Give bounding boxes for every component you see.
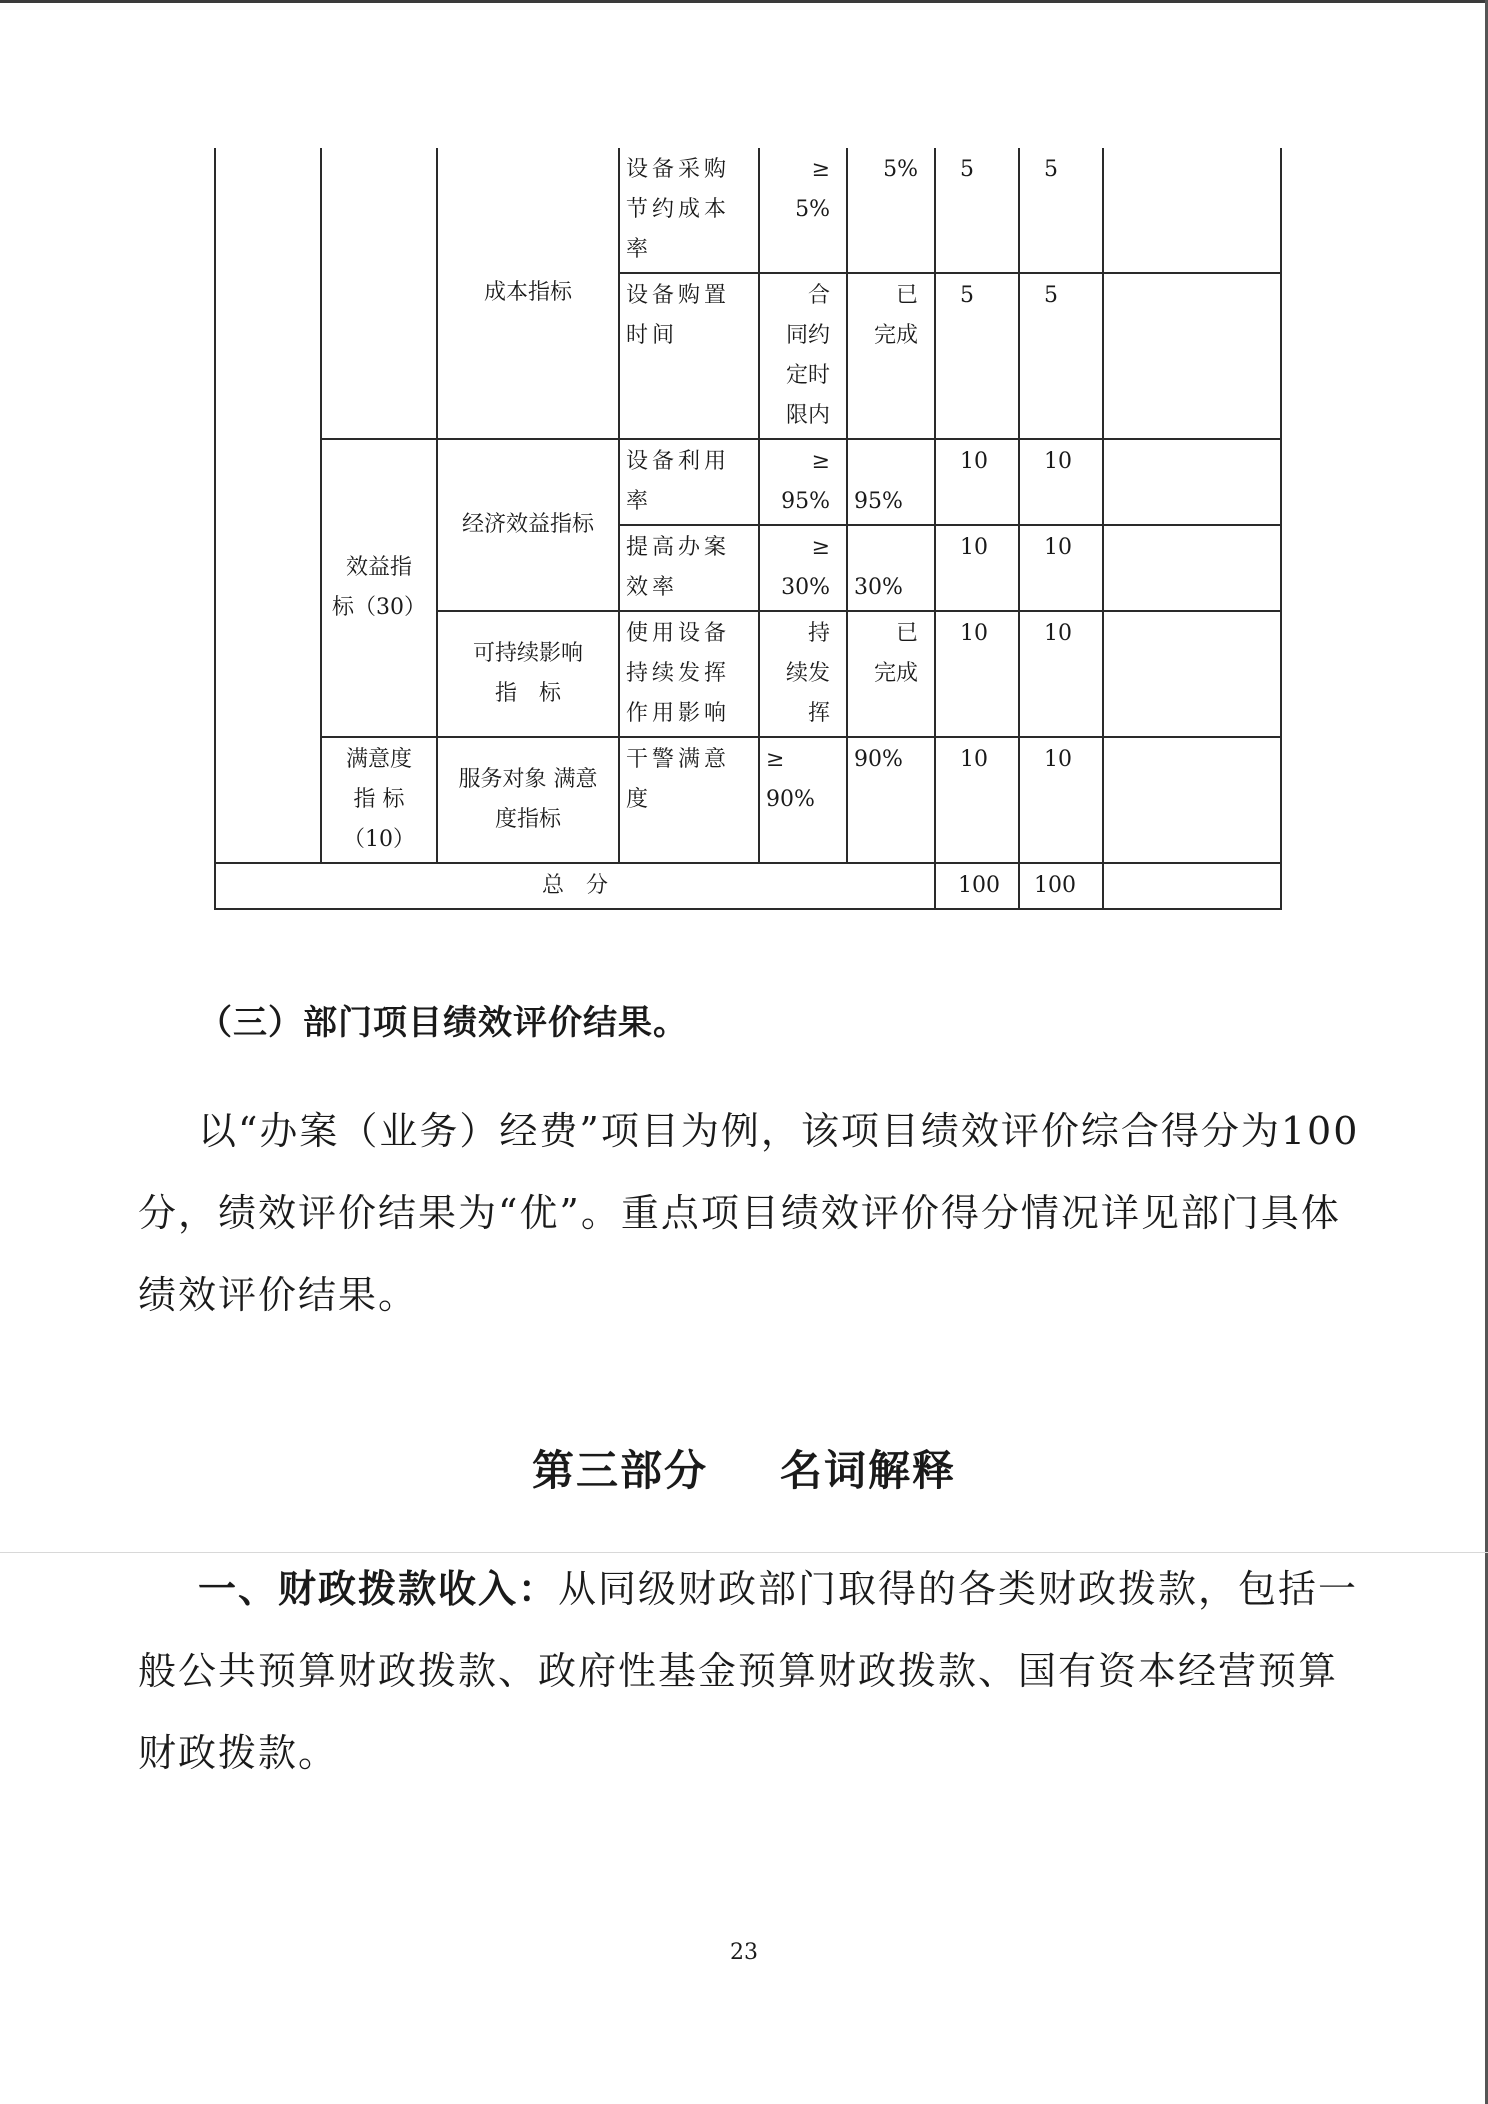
score-cell: 5: [1019, 148, 1103, 273]
part-label: 第三部分: [531, 1446, 708, 1495]
paragraph-1: 以“办案（业务）经费”项目为例，该项目绩效评价综合得分为100分，绩效评价结果为“优”。重点项目绩效评价得分情况详见部门具体绩效评价结果。: [138, 1109, 1360, 1317]
weight-cell: 10: [935, 525, 1019, 611]
table-row-total: [215, 863, 1281, 909]
indicator-cell: 提高办案 效率: [619, 525, 759, 611]
part-name: 名词解释: [780, 1446, 957, 1495]
remark-cell: [1103, 737, 1281, 863]
score-cell: 10: [1019, 611, 1103, 737]
remark-cell: [1103, 863, 1281, 909]
indicator-cell: 设备利用 率: [619, 439, 759, 525]
score-cell: 10: [1019, 439, 1103, 525]
target-cell: ≥ 90%: [759, 737, 847, 863]
weight-cell: 5: [935, 148, 1019, 273]
definition-term: 一、财政拨款收入：: [198, 1566, 559, 1611]
remark-cell: [1103, 439, 1281, 525]
target-cell: ≥ 30%: [759, 525, 847, 611]
indicator-cell: 干警满意 度: [619, 737, 759, 863]
total-score: 100: [1019, 863, 1103, 909]
target-cell: ≥ 95%: [759, 439, 847, 525]
page-number: 23: [730, 1940, 758, 1965]
definition-text: 从同级财政部门取得的各类财政拨款，包括一般公共预算财政拨款、政府性基金预算财政拨款、国有资本经营预算财政拨款。: [138, 1567, 1359, 1775]
target-cell: ≥ 5%: [759, 148, 847, 273]
level0-cell: [215, 148, 321, 863]
score-cell: 5: [1019, 273, 1103, 439]
level1-benefit: 效益指 标（30）: [321, 439, 437, 737]
indicator-cell: 使用设备 持续发挥 作用影响: [619, 611, 759, 737]
level2-economic: 经济效益指标: [437, 439, 619, 611]
table-row: [215, 148, 1281, 273]
actual-cell: 95%: [847, 439, 935, 525]
definition-1: [138, 1548, 1360, 1794]
actual-cell: 90%: [847, 737, 935, 863]
weight-cell: 10: [935, 737, 1019, 863]
remark-cell: [1103, 148, 1281, 273]
level2-cost: 成本指标: [437, 148, 619, 439]
weight-cell: 10: [935, 439, 1019, 525]
total-weight: 100: [935, 863, 1019, 909]
actual-cell: 已 完成: [847, 273, 935, 439]
remark-cell: [1103, 611, 1281, 737]
remark-cell: [1103, 273, 1281, 439]
level2-sustainable: 可持续影响 指 标: [437, 611, 619, 737]
section-heading: （三）部门项目绩效评价结果。: [198, 1003, 688, 1043]
table-row: [215, 737, 1281, 863]
target-cell: 合 同约 定时 限内: [759, 273, 847, 439]
part-title: [0, 1438, 1488, 1498]
indicator-cell: 设备购置 时间: [619, 273, 759, 439]
total-label: 总 分: [215, 863, 935, 909]
indicator-cell: 设备采购 节约成本 率: [619, 148, 759, 273]
level1-satisfaction: 满意度 指 标 （10）: [321, 737, 437, 863]
actual-cell: 已 完成: [847, 611, 935, 737]
weight-cell: 5: [935, 273, 1019, 439]
remark-cell: [1103, 525, 1281, 611]
target-cell: 持 续发 挥: [759, 611, 847, 737]
level1-cell-output: [321, 148, 437, 439]
scan-edge-top: [0, 0, 1488, 3]
level2-service: 服务对象 满意 度指标: [437, 737, 619, 863]
actual-cell: 5%: [847, 148, 935, 273]
table-row: [215, 439, 1281, 525]
weight-cell: 10: [935, 611, 1019, 737]
score-cell: 10: [1019, 525, 1103, 611]
score-cell: 10: [1019, 737, 1103, 863]
performance-table: [214, 148, 1282, 910]
actual-cell: 30%: [847, 525, 935, 611]
